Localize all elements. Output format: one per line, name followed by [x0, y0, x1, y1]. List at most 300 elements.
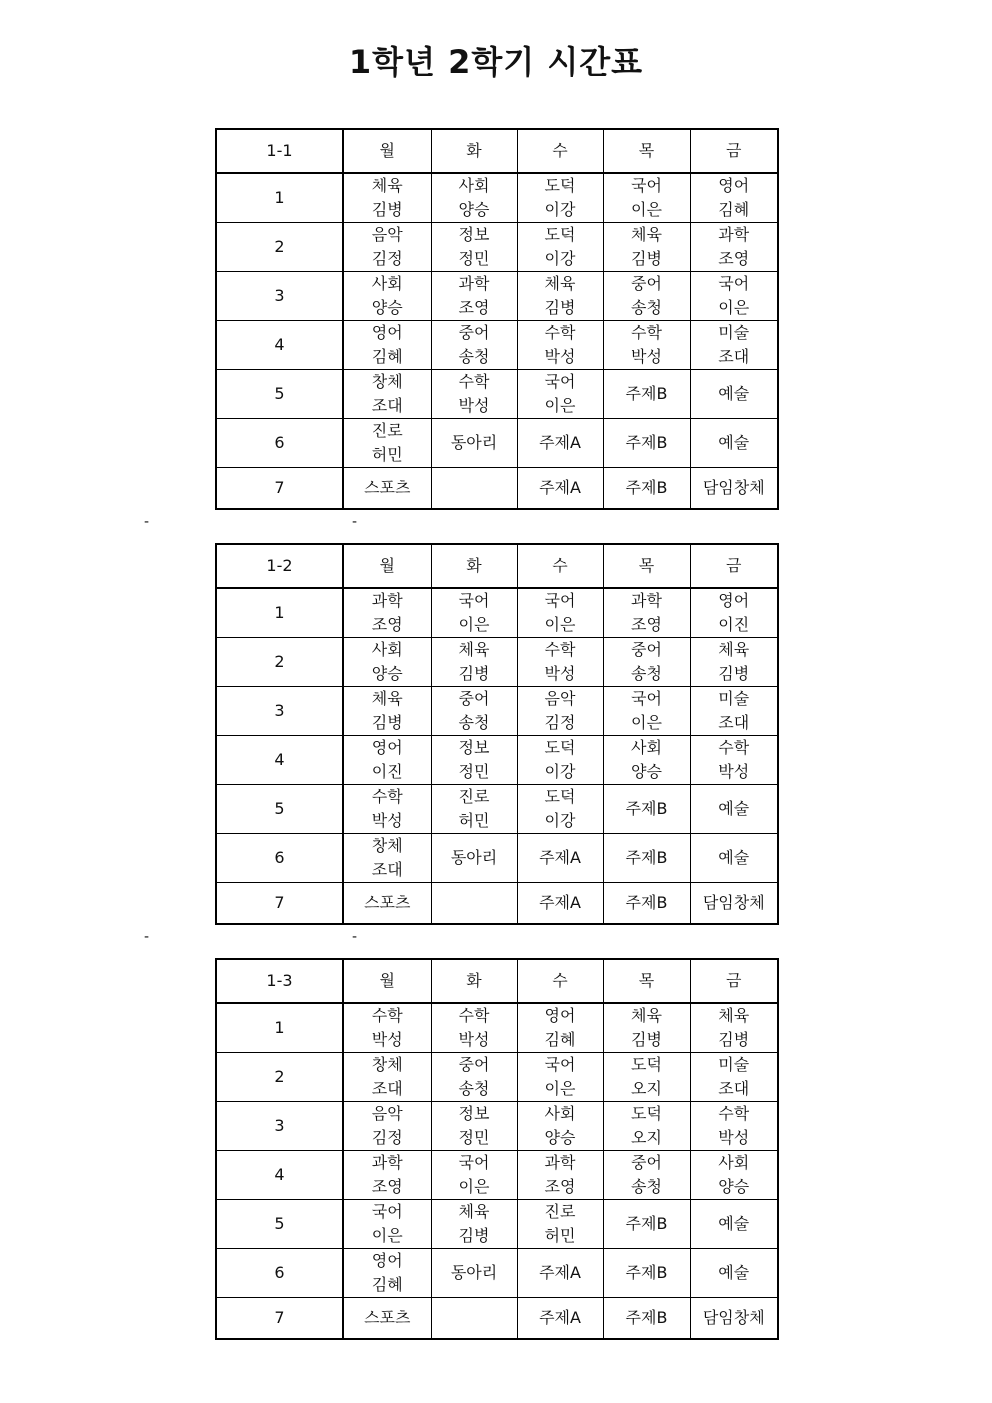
subject: 미술	[718, 689, 750, 708]
class-cell	[690, 1249, 778, 1298]
teacher: 송청	[458, 713, 490, 732]
teacher: 조대	[371, 860, 403, 879]
class-cell	[603, 785, 690, 834]
subject: 정보	[458, 225, 490, 244]
subject: 동아리	[450, 433, 498, 452]
subject: 주제B	[625, 1214, 668, 1233]
class-cell	[690, 638, 778, 687]
class-cell	[431, 1053, 517, 1102]
class-cell	[690, 1298, 778, 1340]
class-cell	[517, 736, 603, 785]
period-row	[216, 468, 778, 510]
subject: 예술	[718, 848, 750, 867]
day-header: 수	[517, 544, 603, 588]
subject: 동아리	[450, 1263, 498, 1282]
period-number: 1	[216, 173, 343, 223]
period-row	[216, 736, 778, 785]
period-row	[216, 1151, 778, 1200]
teacher: 김병	[458, 1226, 490, 1245]
class-cell	[603, 321, 690, 370]
subject: 담임창체	[702, 893, 765, 912]
period-row	[216, 223, 778, 272]
teacher: 양승	[631, 762, 662, 781]
subject: 주제B	[625, 478, 668, 497]
class-cell	[690, 785, 778, 834]
teacher: 조대	[371, 1079, 403, 1098]
day-header: 화	[431, 959, 517, 1003]
subject: 예술	[718, 1263, 750, 1282]
day-header: 수	[517, 959, 603, 1003]
class-cell	[517, 223, 603, 272]
header-row	[216, 129, 778, 173]
period-number: 2	[216, 638, 343, 687]
class-cell	[343, 1249, 431, 1298]
day-header: 금	[690, 959, 778, 1003]
teacher: 이은	[544, 396, 576, 415]
subject: 사회	[631, 738, 662, 757]
period-row	[216, 638, 778, 687]
day-header: 화	[431, 129, 517, 173]
teacher: 김병	[718, 1030, 750, 1049]
class-cell	[517, 173, 603, 223]
header-row	[216, 544, 778, 588]
teacher: 정민	[458, 1128, 490, 1147]
day-header: 화	[431, 544, 517, 588]
teacher: 조대	[371, 396, 403, 415]
class-cell	[343, 468, 431, 510]
subject: 미술	[718, 323, 750, 342]
teacher: 조영	[718, 249, 750, 268]
teacher: 이은	[458, 1177, 490, 1196]
period-number: 6	[216, 834, 343, 883]
class-cell	[603, 1102, 690, 1151]
subject: 중어	[458, 689, 490, 708]
class-cell	[690, 1200, 778, 1249]
period-number: 7	[216, 883, 343, 925]
subject: 도덕	[544, 225, 576, 244]
class-cell	[517, 785, 603, 834]
timetable-1-1	[215, 128, 779, 510]
teacher: 김병	[371, 713, 403, 732]
class-cell	[431, 736, 517, 785]
class-cell	[431, 638, 517, 687]
teacher: 김병	[631, 1030, 662, 1049]
subject: 국어	[458, 1153, 490, 1172]
subject: 창체	[371, 372, 403, 391]
class-cell	[431, 468, 517, 510]
class-cell	[431, 173, 517, 223]
subject: 예술	[718, 384, 750, 403]
class-cell	[690, 588, 778, 638]
class-cell	[603, 883, 690, 925]
class-cell	[517, 370, 603, 419]
subject: 수학	[371, 787, 403, 806]
teacher: 송청	[631, 664, 662, 683]
class-cell	[603, 1200, 690, 1249]
class-cell	[343, 272, 431, 321]
period-number: 4	[216, 321, 343, 370]
period-row	[216, 173, 778, 223]
subject: 중어	[458, 1055, 490, 1074]
class-cell	[517, 468, 603, 510]
subject: 도덕	[631, 1104, 662, 1123]
class-cell	[431, 1003, 517, 1053]
period-number: 2	[216, 223, 343, 272]
subject: 중어	[458, 323, 490, 342]
class-cell	[343, 834, 431, 883]
subject: 예술	[718, 1214, 750, 1233]
class-cell	[690, 1053, 778, 1102]
subject: 주제B	[625, 1263, 668, 1282]
teacher: 박성	[458, 1030, 490, 1049]
day-header: 수	[517, 129, 603, 173]
teacher: 박성	[371, 811, 403, 830]
subject: 체육	[631, 225, 662, 244]
teacher: 양승	[544, 1128, 576, 1147]
class-cell	[517, 1200, 603, 1249]
period-row	[216, 272, 778, 321]
subject: 체육	[718, 640, 750, 659]
separator-mark: -	[352, 514, 358, 530]
class-label: 1-1	[216, 129, 343, 173]
subject: 도덕	[544, 738, 576, 757]
class-cell	[517, 1151, 603, 1200]
teacher: 조대	[718, 713, 750, 732]
period-number: 3	[216, 687, 343, 736]
class-cell	[343, 1200, 431, 1249]
class-cell	[690, 272, 778, 321]
teacher: 이은	[544, 1079, 576, 1098]
subject: 수학	[631, 323, 662, 342]
subject: 사회	[371, 640, 403, 659]
class-cell	[603, 1249, 690, 1298]
subject: 주제B	[625, 1308, 668, 1327]
period-number: 7	[216, 1298, 343, 1340]
class-cell	[690, 321, 778, 370]
teacher: 양승	[371, 664, 403, 683]
teacher: 박성	[544, 664, 576, 683]
period-row	[216, 1298, 778, 1340]
class-cell	[690, 1151, 778, 1200]
subject: 수학	[371, 1006, 403, 1025]
teacher: 양승	[718, 1177, 750, 1196]
teacher: 송청	[458, 1079, 490, 1098]
teacher: 양승	[458, 200, 490, 219]
teacher: 조영	[631, 615, 662, 634]
teacher: 박성	[718, 1128, 750, 1147]
teacher: 이강	[544, 811, 576, 830]
subject: 수학	[544, 640, 576, 659]
teacher: 조대	[718, 347, 750, 366]
subject: 체육	[371, 176, 403, 195]
class-cell	[603, 1298, 690, 1340]
subject: 주제A	[539, 478, 581, 497]
teacher: 송청	[458, 347, 490, 366]
class-cell	[690, 223, 778, 272]
class-cell	[343, 687, 431, 736]
subject: 예술	[718, 433, 750, 452]
separator-mark: -	[144, 514, 150, 530]
subject: 스포츠	[364, 478, 411, 497]
subject: 수학	[458, 372, 490, 391]
subject: 주제B	[625, 893, 668, 912]
subject: 진로	[458, 787, 490, 806]
class-cell	[517, 588, 603, 638]
page-title: 1학년 2학기 시간표	[348, 43, 644, 81]
subject: 주제A	[539, 848, 581, 867]
subject: 주제B	[625, 384, 668, 403]
subject: 중어	[631, 274, 662, 293]
period-number: 3	[216, 1102, 343, 1151]
day-header: 월	[343, 959, 431, 1003]
class-cell	[690, 834, 778, 883]
day-header: 금	[690, 129, 778, 173]
subject: 예술	[718, 799, 750, 818]
class-cell	[690, 419, 778, 468]
subject: 주제A	[539, 1308, 581, 1327]
period-row	[216, 419, 778, 468]
period-number: 5	[216, 785, 343, 834]
period-number: 3	[216, 272, 343, 321]
separator-mark: -	[352, 929, 358, 945]
subject: 도덕	[544, 787, 576, 806]
class-cell	[690, 370, 778, 419]
day-header: 월	[343, 544, 431, 588]
period-number: 4	[216, 736, 343, 785]
period-number: 4	[216, 1151, 343, 1200]
class-cell	[431, 370, 517, 419]
subject: 수학	[718, 738, 750, 757]
subject: 영어	[371, 738, 403, 757]
subject: 영어	[371, 1251, 403, 1270]
day-header: 목	[603, 544, 690, 588]
teacher: 김혜	[544, 1030, 576, 1049]
class-cell	[517, 419, 603, 468]
teacher: 오지	[631, 1079, 662, 1098]
class-cell	[603, 687, 690, 736]
class-cell	[343, 1003, 431, 1053]
class-cell	[431, 883, 517, 925]
class-cell	[431, 687, 517, 736]
teacher: 이진	[371, 762, 403, 781]
class-cell	[431, 834, 517, 883]
subject: 음악	[371, 225, 403, 244]
class-cell	[690, 1102, 778, 1151]
teacher: 이진	[718, 615, 750, 634]
subject: 도덕	[631, 1055, 662, 1074]
teacher: 정민	[458, 762, 490, 781]
class-cell	[603, 834, 690, 883]
class-cell	[603, 638, 690, 687]
separator-mark: -	[144, 929, 150, 945]
subject: 미술	[718, 1055, 750, 1074]
period-number: 2	[216, 1053, 343, 1102]
class-cell	[343, 173, 431, 223]
subject: 국어	[718, 274, 750, 293]
class-cell	[431, 1151, 517, 1200]
class-cell	[690, 173, 778, 223]
header-row	[216, 959, 778, 1003]
subject: 수학	[458, 1006, 490, 1025]
teacher: 김혜	[371, 1275, 403, 1294]
teacher: 이은	[631, 200, 662, 219]
teacher: 김병	[458, 664, 490, 683]
teacher: 조대	[718, 1079, 750, 1098]
class-cell	[517, 638, 603, 687]
class-cell	[343, 638, 431, 687]
subject: 주제A	[539, 1263, 581, 1282]
subject: 국어	[544, 1055, 576, 1074]
subject: 체육	[544, 274, 576, 293]
class-cell	[343, 370, 431, 419]
teacher: 양승	[371, 298, 403, 317]
day-header: 금	[690, 544, 778, 588]
subject: 스포츠	[364, 1308, 411, 1327]
class-cell	[690, 736, 778, 785]
subject: 주제A	[539, 433, 581, 452]
class-cell	[431, 1249, 517, 1298]
class-cell	[603, 370, 690, 419]
class-cell	[517, 1003, 603, 1053]
class-cell	[431, 321, 517, 370]
teacher: 박성	[458, 396, 490, 415]
class-cell	[343, 1102, 431, 1151]
teacher: 이은	[718, 298, 750, 317]
teacher: 박성	[544, 347, 576, 366]
subject: 과학	[371, 1153, 403, 1172]
teacher: 조영	[371, 1177, 403, 1196]
teacher: 정민	[458, 249, 490, 268]
class-cell	[431, 1298, 517, 1340]
class-cell	[603, 468, 690, 510]
teacher: 조영	[544, 1177, 576, 1196]
class-cell	[343, 1053, 431, 1102]
subject: 담임창체	[702, 1308, 765, 1327]
teacher: 이은	[544, 615, 576, 634]
subject: 국어	[631, 689, 662, 708]
teacher: 김병	[371, 200, 403, 219]
period-number: 6	[216, 419, 343, 468]
class-cell	[603, 223, 690, 272]
class-cell	[431, 223, 517, 272]
teacher: 오지	[631, 1128, 662, 1147]
class-cell	[603, 588, 690, 638]
class-cell	[517, 321, 603, 370]
teacher: 김병	[631, 249, 662, 268]
teacher: 송청	[631, 1177, 662, 1196]
subject: 창체	[371, 836, 403, 855]
class-cell	[603, 1151, 690, 1200]
class-cell	[690, 1003, 778, 1053]
subject: 중어	[631, 640, 662, 659]
class-cell	[517, 687, 603, 736]
class-cell	[431, 419, 517, 468]
period-row	[216, 687, 778, 736]
class-label: 1-2	[216, 544, 343, 588]
subject: 도덕	[544, 176, 576, 195]
day-header: 목	[603, 129, 690, 173]
period-row	[216, 321, 778, 370]
subject: 사회	[718, 1153, 750, 1172]
period-row	[216, 1053, 778, 1102]
class-cell	[603, 736, 690, 785]
subject: 사회	[544, 1104, 576, 1123]
teacher: 박성	[631, 347, 662, 366]
subject: 진로	[371, 421, 403, 440]
subject: 체육	[458, 1202, 490, 1221]
teacher: 김병	[544, 298, 576, 317]
teacher: 박성	[371, 1030, 403, 1049]
teacher: 허민	[544, 1226, 576, 1245]
subject: 국어	[458, 591, 490, 610]
class-cell	[431, 588, 517, 638]
class-cell	[517, 883, 603, 925]
period-row	[216, 1003, 778, 1053]
class-cell	[517, 272, 603, 321]
day-header: 목	[603, 959, 690, 1003]
class-cell	[603, 173, 690, 223]
period-number: 5	[216, 1200, 343, 1249]
teacher: 허민	[371, 445, 403, 464]
timetable-1-3	[215, 958, 779, 1340]
class-cell	[431, 1200, 517, 1249]
teacher: 이강	[544, 200, 576, 219]
class-cell	[517, 1298, 603, 1340]
class-cell	[603, 419, 690, 468]
period-row	[216, 370, 778, 419]
subject: 음악	[371, 1104, 403, 1123]
subject: 과학	[371, 591, 403, 610]
teacher: 박성	[718, 762, 750, 781]
class-cell	[343, 785, 431, 834]
class-cell	[343, 588, 431, 638]
class-cell	[603, 1003, 690, 1053]
subject: 국어	[544, 591, 576, 610]
period-row	[216, 1249, 778, 1298]
class-cell	[343, 1151, 431, 1200]
subject: 음악	[544, 689, 576, 708]
class-label: 1-3	[216, 959, 343, 1003]
subject: 주제A	[539, 893, 581, 912]
subject: 동아리	[450, 848, 498, 867]
class-cell	[517, 1249, 603, 1298]
subject: 체육	[371, 689, 403, 708]
subject: 정보	[458, 1104, 490, 1123]
teacher: 허민	[458, 811, 490, 830]
class-cell	[343, 223, 431, 272]
period-number: 1	[216, 1003, 343, 1053]
subject: 사회	[371, 274, 403, 293]
period-row	[216, 588, 778, 638]
day-header: 월	[343, 129, 431, 173]
class-cell	[517, 1053, 603, 1102]
period-number: 5	[216, 370, 343, 419]
period-row	[216, 785, 778, 834]
subject: 정보	[458, 738, 490, 757]
subject: 과학	[718, 225, 750, 244]
teacher: 김병	[718, 664, 750, 683]
subject: 진로	[544, 1202, 576, 1221]
period-number: 7	[216, 468, 343, 510]
subject: 과학	[458, 274, 490, 293]
class-cell	[343, 736, 431, 785]
class-cell	[343, 1298, 431, 1340]
class-cell	[517, 1102, 603, 1151]
subject: 중어	[631, 1153, 662, 1172]
teacher: 이은	[458, 615, 490, 634]
class-cell	[343, 883, 431, 925]
teacher: 이은	[371, 1226, 403, 1245]
